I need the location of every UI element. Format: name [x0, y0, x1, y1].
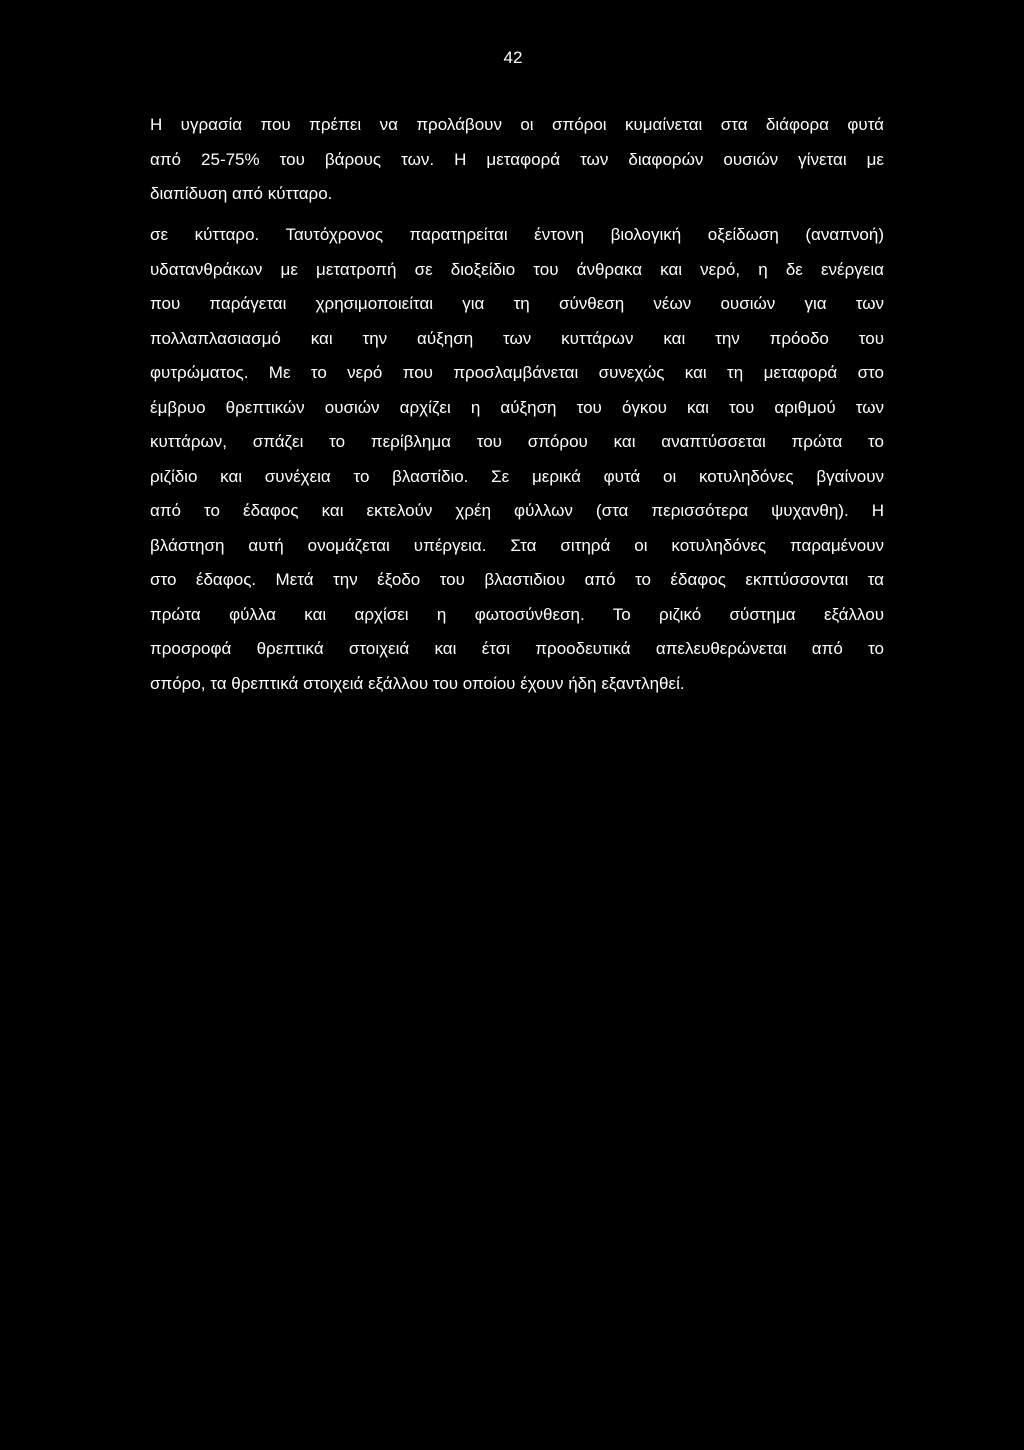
paragraph-1 — [150, 108, 884, 212]
text-line: σπόρο, τα θρεπτικά στοιχειά εξάλλου του οποίου έχουν ήδη εξαντληθεί. — [150, 673, 685, 693]
text-line: έμβρυο θρεπτικών ουσιών αρχίζει η αύξηση του όγκου και του αριθμού των — [150, 397, 884, 417]
text-line: σε κύτταρο. Ταυτόχρονος παρατηρείται έντονη βιολογική οξείδωση (αναπνοή) — [150, 225, 884, 244]
page-number: 42 — [503, 48, 523, 67]
text-line: υδατανθράκων με μετατροπή σε διοξείδιο του άνθρακα και νερό, η δε ενέργεια — [150, 259, 884, 279]
text-line: που παράγεται χρησιμοποιείται για τη σύνθεση νέων ουσιών για των — [150, 294, 884, 313]
paragraph-2 — [150, 218, 884, 701]
text-line: από το έδαφος και εκτελούν χρέη φύλλων (στα περισσότερα ψυχανθη). Η — [150, 501, 884, 520]
text-line: προσροφά θρεπτικά στοιχειά και έτσι προοδευτικά απελευθερώνεται από το — [150, 639, 884, 658]
text-line: πολλαπλασιασμό και την αύξηση των κυττάρων και την πρόοδο του — [150, 328, 884, 348]
text-line: βλάστηση αυτή ονομάζεται υπέργεια. Στα σιτηρά οι κοτυληδόνες παραμένουν — [150, 535, 884, 555]
text-line: Η υγρασία που πρέπει να προλάβουν οι σπόροι κυμαίνεται στα διάφορα φυτά — [150, 115, 884, 134]
text-line: πρώτα φύλλα και αρχίσει η φωτοσύνθεση. Το ριζικό σύστημα εξάλλου — [150, 604, 884, 624]
text-line: ριζίδιο και συνέχεια το βλαστίδιο. Σε μερικά φυτά οι κοτυληδόνες βγαίνουν — [150, 466, 884, 486]
text-line: φυτρώματος. Με το νερό που προσλαμβάνεται συνεχώς και τη μεταφορά στο — [150, 363, 884, 382]
text-line: από 25-75% του βάρους των. Η μεταφορά των διαφορών ουσιών γίνεται με — [150, 149, 884, 169]
text-line: διαπίδυση από κύτταρο. — [150, 184, 333, 203]
text-line: κυττάρων, σπάζει το περίβλημα του σπόρου και αναπτύσσεται πρώτα το — [150, 432, 884, 451]
text-line: στο έδαφος. Μετά την έξοδο του βλαστιδιου από το έδαφος εκπτύσσονται τα — [150, 570, 884, 589]
